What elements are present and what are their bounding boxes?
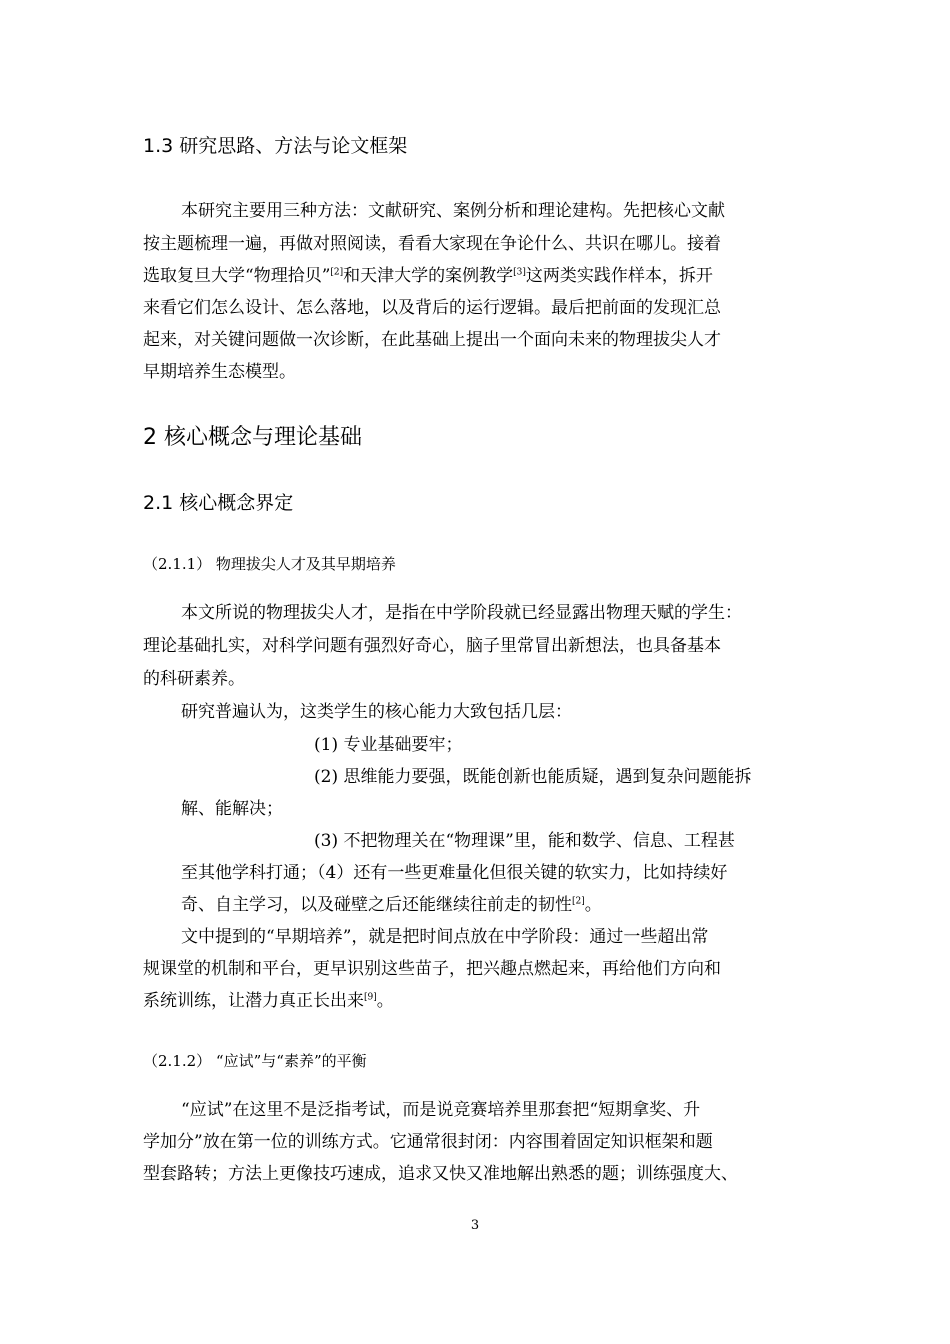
text-fragment: 选取复旦大学“物理拾贝” — [143, 266, 331, 286]
text-fragment: 。 — [584, 895, 602, 915]
list-item-continuation: 至其他学科打通；（4）还有一些更难量化但很关键的软实力，比如持续好 — [181, 863, 728, 883]
text-fragment: 。 — [376, 991, 394, 1011]
list-item: (2) 思维能力要强，既能创新也能质疑，遇到复杂问题能拆 — [314, 767, 752, 787]
text-line: 学加分”放在第一位的训练方式。它通常很封闭：内容围着固定知识框架和题 — [143, 1132, 713, 1152]
text-line: 的科研素养。 — [143, 669, 245, 689]
citation-ref: [2] — [572, 896, 585, 907]
text-fragment: 和天津大学的案例教学 — [343, 266, 514, 286]
text-fragment: 系统训练，让潜力真正长出来 — [143, 991, 364, 1011]
page-number: 3 — [470, 1218, 480, 1233]
text-line: 规课堂的机制和平台，更早识别这些苗子，把兴趣点燃起来，再给他们方向和 — [143, 959, 721, 979]
citation-ref: [9] — [364, 992, 377, 1003]
text-fragment: 这两类实践作样本，拆开 — [525, 266, 713, 286]
text-line: 型套路转；方法上更像技巧速成，追求又快又准地解出熟悉的题；训练强度大、 — [143, 1164, 738, 1184]
text-line: 研究普遍认为，这类学生的核心能力大致包括几层： — [181, 702, 572, 722]
subsection-heading-2-1-1: （2.1.1） 物理拔尖人才及其早期培养 — [143, 555, 396, 573]
text-line: “应试”在这里不是泛指考试，而是说竞赛培养里那套把“短期拿奖、升 — [181, 1100, 701, 1120]
citation-ref: [3] — [513, 267, 526, 278]
text-line: 理论基础扎实，对科学问题有强烈好奇心，脑子里常冒出新想法，也具备基本 — [143, 636, 721, 656]
list-item-continuation: 解、能解决； — [181, 799, 283, 819]
section-heading-1-3: 1.3 研究思路、方法与论文框架 — [143, 135, 408, 157]
list-item: (1) 专业基础要牢； — [314, 735, 463, 755]
chapter-heading-2: 2 核心概念与理论基础 — [143, 425, 362, 450]
text-line: 起来，对关键问题做一次诊断，在此基础上提出一个面向未来的物理拔尖人才 — [143, 330, 721, 350]
citation-ref: [2] — [330, 267, 344, 278]
text-fragment: 奇、自主学习，以及碰壁之后还能继续往前走的韧性 — [181, 895, 572, 915]
section-heading-2-1: 2.1 核心概念界定 — [143, 492, 294, 514]
list-item-continuation — [181, 897, 602, 914]
text-line — [143, 268, 713, 285]
text-line: 文中提到的“早期培养”，就是把时间点放在中学阶段：通过一些超出常 — [181, 927, 709, 947]
list-item: (3) 不把物理关在“物理课”里，能和数学、信息、工程甚 — [314, 831, 735, 851]
text-line: 本研究主要用三种方法：文献研究、案例分析和理论建构。先把核心文献 — [181, 201, 725, 221]
text-line — [143, 993, 394, 1010]
text-line: 来看它们怎么设计、怎么落地，以及背后的运行逻辑。最后把前面的发现汇总 — [143, 298, 721, 318]
subsection-heading-2-1-2: （2.1.2） “应试”与“素养”的平衡 — [143, 1052, 367, 1070]
text-line: 早期培养生态模型。 — [143, 362, 296, 382]
text-line: 按主题梳理一遍，再做对照阅读，看看大家现在争论什么、共识在哪儿。接着 — [143, 234, 721, 254]
text-line: 本文所说的物理拔尖人才，是指在中学阶段就已经显露出物理天赋的学生： — [181, 603, 742, 623]
